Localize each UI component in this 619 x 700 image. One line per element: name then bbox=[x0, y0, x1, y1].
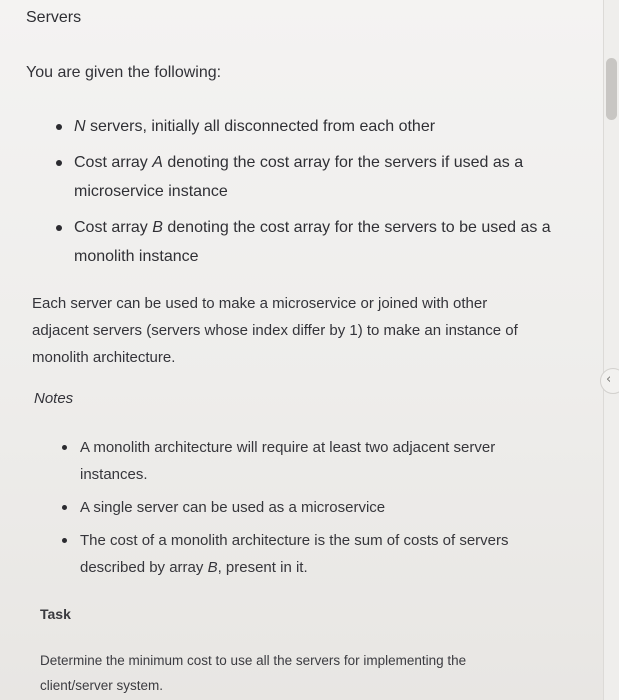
list-item bbox=[62, 494, 542, 521]
task-heading: Task bbox=[40, 606, 71, 622]
list-item bbox=[62, 527, 542, 581]
vertical-scrollbar[interactable] bbox=[603, 0, 619, 700]
task-text: Determine the minimum cost to use all the servers for implementing the client/server system. bbox=[40, 653, 467, 693]
list-item bbox=[60, 112, 560, 141]
bullet-icon bbox=[62, 538, 67, 543]
description-paragraph: Each server can be used to make a microservice or joined with other adjacent servers (servers whose index differ by 1) to make an instance of monolith architecture. bbox=[32, 295, 518, 366]
collapse-handle-icon[interactable] bbox=[600, 368, 619, 394]
list-item-text: N servers, initially all disconnected from each other bbox=[74, 118, 436, 135]
notes-list bbox=[62, 434, 542, 587]
scrollbar-thumb[interactable] bbox=[606, 58, 617, 120]
list-item-text: A single server can be used as a microservice bbox=[80, 499, 386, 516]
intro-text: You are given the following: bbox=[26, 64, 222, 81]
list-item-text: The cost of a monolith architecture is the sum of costs of servers described by array B, present in it. bbox=[80, 532, 509, 576]
list-item-text: Cost array B denoting the cost array for the servers to be used as a monolith instance bbox=[74, 219, 551, 265]
given-list bbox=[60, 112, 560, 278]
bullet-icon bbox=[62, 445, 67, 450]
page-title: Servers bbox=[26, 9, 82, 26]
list-item-text: Cost array A denoting the cost array for the servers if used as a microservice instance bbox=[74, 154, 524, 200]
bullet-icon bbox=[62, 505, 67, 510]
list-item bbox=[60, 213, 560, 271]
chevron-left-icon: ‹ bbox=[606, 372, 612, 387]
notes-heading: Notes bbox=[34, 390, 74, 407]
list-item bbox=[60, 148, 560, 206]
bullet-icon bbox=[56, 160, 62, 166]
list-item-text: A monolith architecture will require at least two adjacent server instances. bbox=[80, 439, 496, 483]
bullet-icon bbox=[56, 124, 62, 130]
list-item bbox=[62, 434, 542, 488]
bullet-icon bbox=[56, 225, 62, 231]
